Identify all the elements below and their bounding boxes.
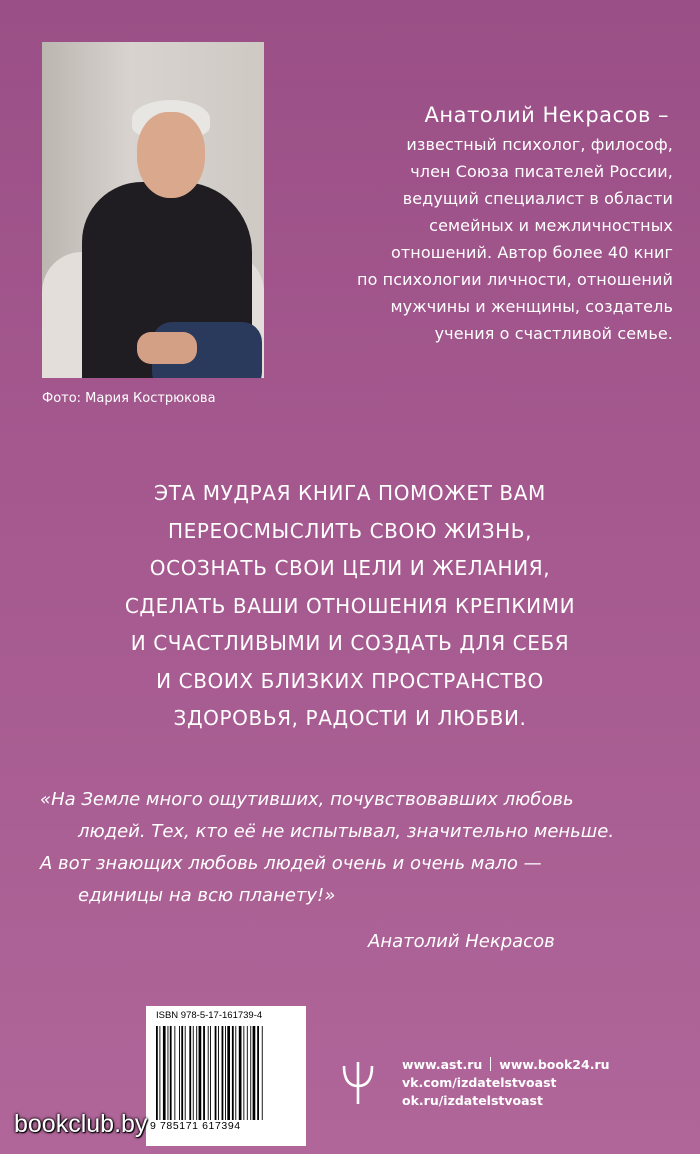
psi-logo-icon (340, 1060, 376, 1106)
quote-line: людей. Тех, кто её не испытывал, значительно меньше. (78, 821, 615, 842)
bio-line: мужчины и женщины, создатель (390, 297, 673, 316)
blurb-line: ПЕРЕОСМЫСЛИТЬ СВОЮ ЖИЗНЬ, (167, 518, 533, 543)
blurb-line: ЭТА МУДРАЯ КНИГА ПОМОЖЕТ ВАМ (154, 481, 546, 505)
author-photo (42, 42, 264, 378)
bio-line: учения о счастливой семье. (434, 324, 673, 343)
author-bio (275, 101, 695, 347)
blurb-line: И СВОИХ БЛИЗКИХ ПРОСТРАНСТВО (156, 668, 544, 693)
link-separator (490, 1057, 491, 1071)
author-name: Анатолий Некрасов – (424, 103, 669, 127)
quote-line: «На Земле много ощутивших, почувствовавших любовь (40, 789, 574, 810)
photo-caption: Фото: Мария Кострюкова (42, 391, 216, 406)
quote-line: А вот знающих любовь людей очень и очень мало — (40, 853, 542, 874)
barcode-number: 9 785171 617394 (150, 1120, 241, 1132)
link-ok[interactable]: ok.ru/izdatelstvoast (402, 1093, 543, 1108)
blurb-line: И СЧАСТЛИВЫМИ И СОЗДАТЬ ДЛЯ СЕБЯ (130, 631, 570, 655)
bio-line: по психологии личности, отношений (357, 270, 673, 289)
isbn-label: ISBN 978-5-17-161739-4 (156, 1010, 263, 1021)
link-book24[interactable]: www.book24.ru (499, 1057, 610, 1072)
quote-line: единицы на всю планету!» (78, 885, 336, 906)
blurb-line: ЗДОРОВЬЯ, РАДОСТИ И ЛЮБВИ. (173, 706, 527, 730)
blurb-line: ОСОЗНАТЬ СВОИ ЦЕЛИ И ЖЕЛАНИЯ, (149, 556, 551, 580)
watermark: bookclub.by (14, 1110, 148, 1138)
bio-line: известный психолог, философ, (406, 135, 673, 154)
author-quote (40, 784, 700, 912)
bio-line: отношений. Автор более 40 книг (390, 243, 673, 262)
quote-author: Анатолий Некрасов (368, 931, 555, 952)
bio-line: семейных и межличностных (429, 216, 673, 235)
publisher-links (402, 1056, 610, 1110)
blurb-line: СДЕЛАТЬ ВАШИ ОТНОШЕНИЯ КРЕПКИМИ (124, 593, 576, 618)
bio-line: ведущий специалист в области (402, 189, 673, 208)
link-ast[interactable]: www.ast.ru (402, 1057, 483, 1072)
barcode-bars (154, 1026, 298, 1120)
link-vk[interactable]: vk.com/izdatelstvoast (402, 1075, 557, 1090)
bio-line: член Союза писателей России, (410, 162, 673, 181)
book-blurb (40, 475, 660, 738)
barcode (146, 1006, 306, 1146)
